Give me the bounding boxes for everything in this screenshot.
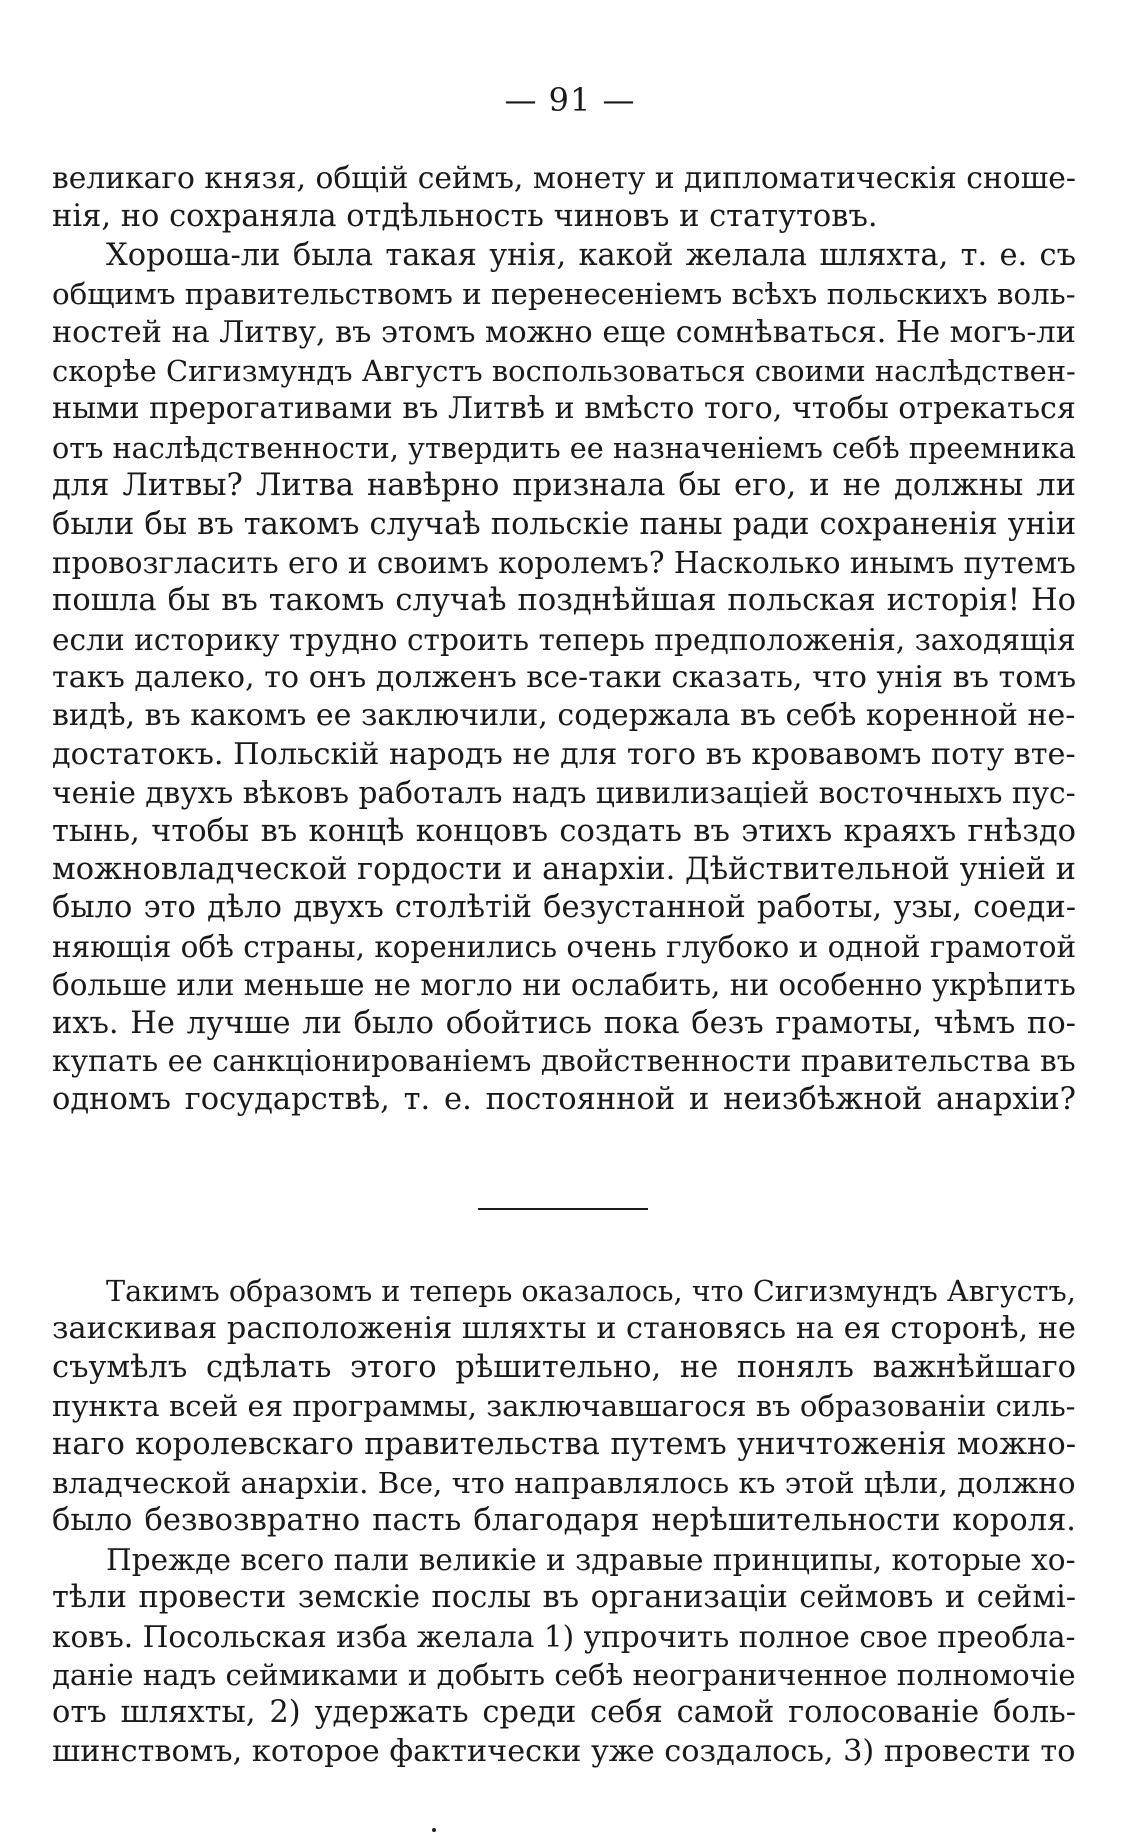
text-line: ченіе двухъ вѣковъ работалъ надъ цивилизаціей восточныхъ пус-	[52, 775, 1076, 811]
text-line: отъ наслѣдственности, утвердить ее назначеніемъ себѣ преемника	[52, 430, 1076, 465]
text-line: ковъ. Посольская изба желала 1) упрочить полное свое преобла-	[52, 1619, 1076, 1654]
text-line: если историку трудно строить теперь предположенія, заходящія	[52, 621, 1076, 657]
text-line: общимъ правительствомъ и перенесеніемъ всѣхъ польскихъ воль-	[52, 277, 1076, 312]
text-line: шинствомъ, которое фактически уже создалось, 3) провести то	[52, 1733, 1076, 1769]
body-text-section-1	[52, 160, 1076, 1120]
text-line: ихъ. Не лучше ли было обойтись пока безъ грамоты, чѣмъ по-	[52, 1005, 1076, 1041]
text-line: съумѣлъ сдѣлать этого рѣшительно, не понялъ важнѣйшаго	[52, 1349, 1076, 1385]
body-text-section-2	[52, 1272, 1076, 1771]
text-line: ными прерогативами въ Литвѣ и вмѣсто того, чтобы отрекаться	[52, 391, 1076, 427]
text-line: няющія обѣ страны, коренились очень глубоко и одной грамотой	[52, 929, 1077, 964]
text-line: для Литвы? Литва навѣрно признала бы его, и не должны ли	[52, 468, 1076, 504]
text-line: видѣ, въ какомъ ее заключили, содержала въ себѣ коренной не-	[52, 698, 1076, 734]
text-line: нія, но сохраняла отдѣльность чиновъ и статутовъ.	[52, 199, 878, 235]
text-line: даніе надъ сеймиками и добыть себѣ неограниченное полномочіе	[52, 1657, 1076, 1692]
text-line: одномъ государствѣ, т. е. постоянной и неизбѣжной анархіи?	[52, 1082, 1077, 1118]
text-line: скорѣе Сигизмундъ Августъ воспользоваться своими наслѣдствен-	[52, 353, 1076, 388]
text-line: можновладческой гордости и анархіи. Дѣйствительной уніей и	[52, 852, 1077, 888]
text-line: больше или меньше не могло ни ослабить, ни особенно укрѣпить	[52, 968, 1076, 1003]
text-line: пошла бы въ такомъ случаѣ позднѣйшая польская исторія! Но	[52, 583, 1077, 619]
text-line: отъ шляхты, 2) удержать среди себя самой голосованіе боль-	[52, 1695, 1077, 1731]
paragraph-start-line: Прежде всего пали великіе и здравые принципы, которые хо-	[106, 1542, 1076, 1577]
text-line: заискивая расположенія шляхты и становясь на ея сторонѣ, не	[52, 1311, 1077, 1347]
text-line: тынь, чтобы въ концѣ концовъ создать въ этихъ краяхъ гнѣздо	[52, 813, 1077, 849]
text-line: ностей на Литву, въ этомъ можно еще сомнѣваться. Не могъ-ли	[52, 314, 1076, 350]
text-line: великаго князя, общій сеймъ, монету и дипломатическія сноше-	[52, 161, 1076, 196]
text-line: достатокъ. Польскій народъ не для того въ кровавомъ поту вте-	[52, 736, 1076, 772]
text-line: провозгласить его и своимъ королемъ? Насколько инымъ путемъ	[52, 545, 1076, 580]
page-number: — 91 —	[504, 81, 636, 119]
text-line: были бы въ такомъ случаѣ польскіе паны ради сохраненія уніи	[52, 506, 1077, 542]
text-line: тѣли провести земскіе послы въ организаціи сеймовъ и сеймі-	[52, 1580, 1077, 1616]
paragraph-start-line: Такимъ образомъ и теперь оказалось, что Сигизмундъ Августъ,	[106, 1274, 1076, 1308]
text-line: пункта всей ея программы, заключавшагося въ образованіи силь-	[52, 1389, 1076, 1424]
section-divider	[478, 1208, 648, 1210]
text-line: было это дѣло двухъ столѣтій безустанной работы, узы, соеди-	[52, 890, 1077, 926]
text-line: купать ее санкціонированіемъ двойственности правительства въ	[52, 1043, 1076, 1079]
paragraph-start-line: Хороша-ли была такая унія, какой желала шляхта, т. е. съ	[106, 237, 1077, 273]
text-line: владческой анархіи. Все, что направлялось къ этой цѣли, должно	[52, 1465, 1076, 1500]
ink-speck	[432, 1828, 436, 1832]
text-line: наго королевскаго правительства путемъ уничтоженія можно-	[52, 1426, 1077, 1462]
text-line: такъ далеко, то онъ долженъ все-таки сказать, что унія въ томъ	[52, 660, 1077, 696]
text-line: было безвозвратно пасть благодаря нерѣшительности короля.	[52, 1503, 1077, 1539]
